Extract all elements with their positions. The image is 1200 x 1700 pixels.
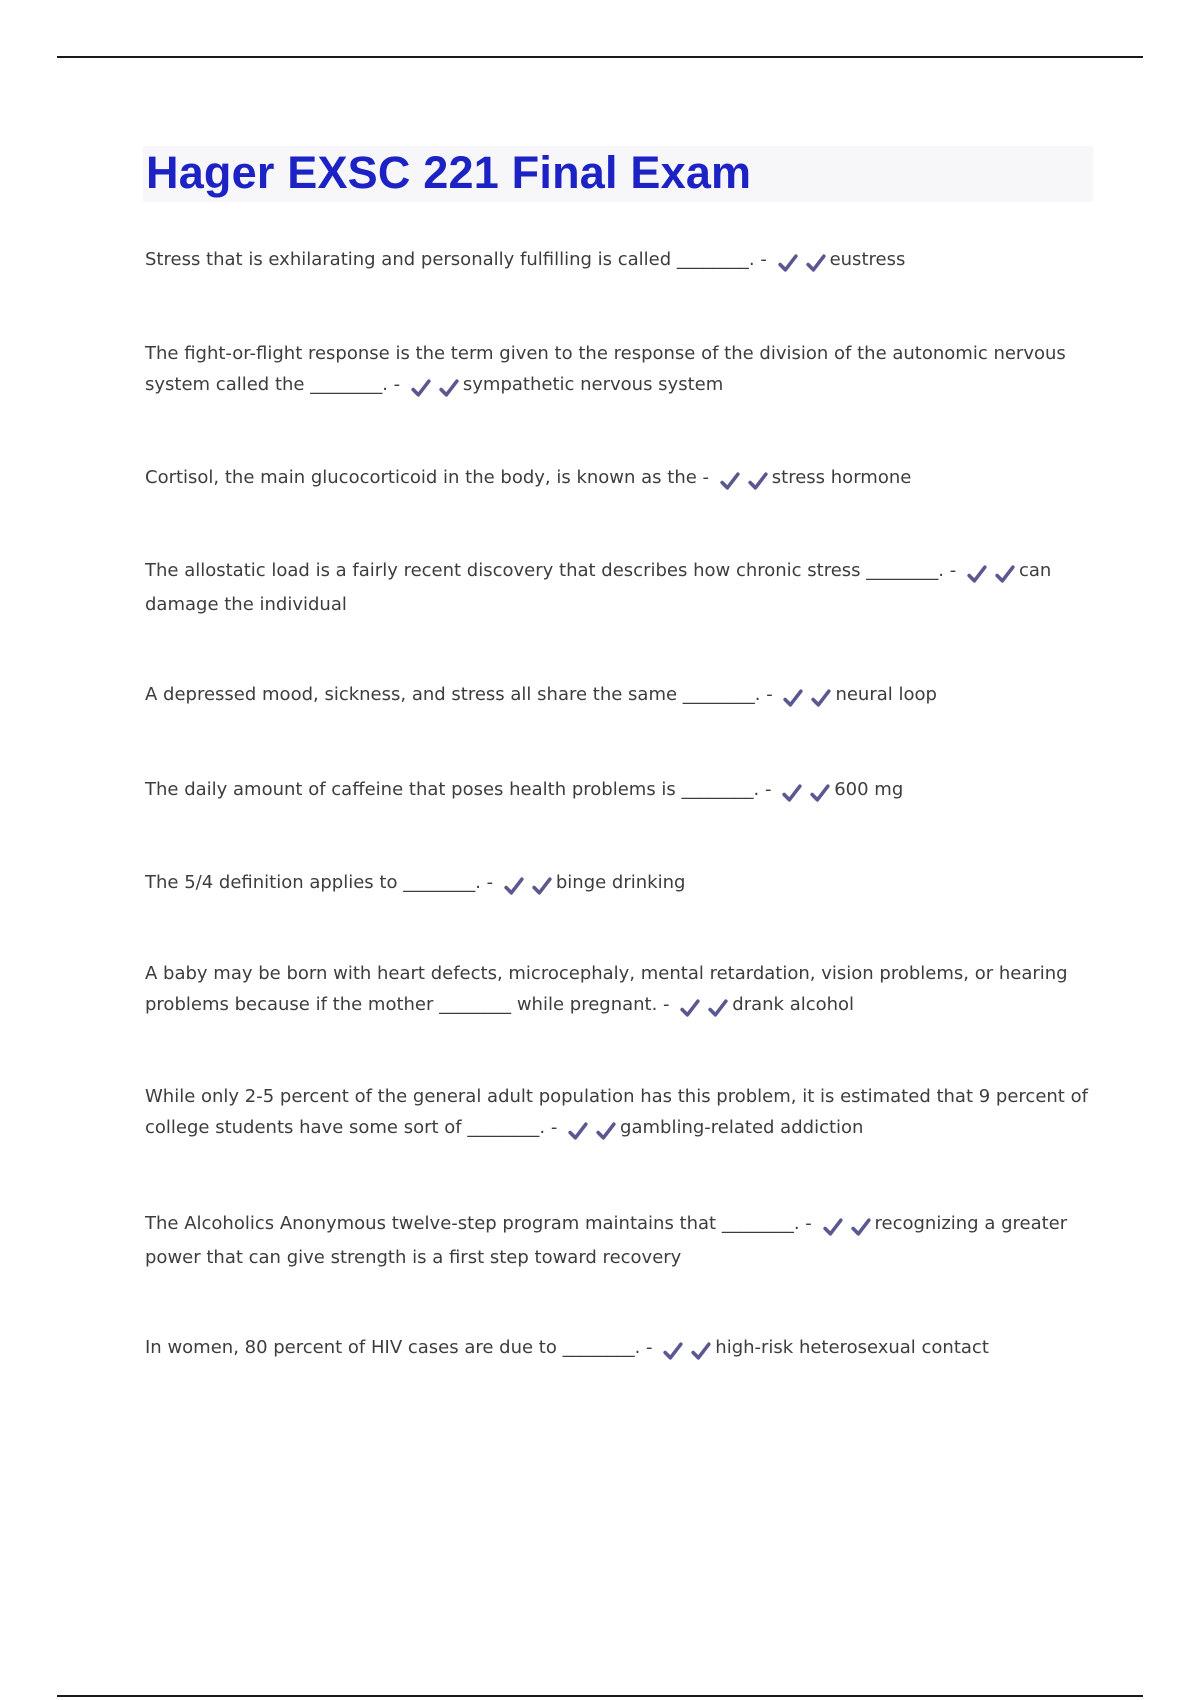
qa-item: [145, 867, 1090, 901]
answer-text: neural loop: [835, 684, 937, 705]
separator: . -: [539, 1117, 564, 1138]
separator: . -: [748, 249, 773, 270]
question-text: In women, 80 percent of HIV cases are due to ________: [145, 1337, 635, 1358]
qa-item: [145, 1332, 1090, 1366]
double-check-icon: [719, 465, 769, 496]
question-text: The daily amount of caffeine that poses health problems is ________: [145, 779, 754, 800]
page-title: Hager EXSC 221 Final Exam: [146, 147, 752, 198]
separator: . -: [754, 684, 779, 705]
separator: . -: [793, 1213, 818, 1234]
question-text: The Alcoholics Anonymous twelve-step program maintains that ________: [145, 1213, 794, 1234]
question-text: Stress that is exhilarating and personally fulfilling is called ________: [145, 249, 749, 270]
question-text: The fight-or-flight response is the term given to the response of the division of the autonomic nervous system called the ________: [145, 343, 1066, 395]
double-check-icon: [777, 247, 827, 278]
answer-text: stress hormone: [771, 467, 912, 488]
footer-rule: [57, 1695, 1143, 1697]
answer-text: gambling-related addiction: [620, 1117, 864, 1138]
qa-item: [145, 679, 1090, 713]
separator: . -: [753, 779, 778, 800]
answer-text: drank alcohol: [732, 994, 855, 1015]
question-text: The 5/4 definition applies to ________: [145, 872, 476, 893]
answer-text: binge drinking: [555, 872, 686, 893]
separator: -: [696, 467, 715, 488]
qa-item: [145, 1081, 1090, 1146]
separator: . -: [475, 872, 499, 893]
double-check-icon: [410, 372, 460, 403]
question-text: While only 2-5 percent of the general adult population has this problem, it is estimated that 9 percent of college students have some sort of ________: [145, 1086, 1088, 1138]
double-check-icon: [822, 1211, 872, 1242]
double-check-icon: [503, 870, 553, 901]
double-check-icon: [662, 1335, 712, 1366]
double-check-icon: [781, 777, 831, 808]
qa-item: [145, 958, 1090, 1023]
qa-item: [145, 555, 1090, 620]
qa-item: [145, 462, 1090, 496]
double-check-icon: [782, 682, 832, 713]
qa-item: [145, 244, 1090, 278]
answer-text: 600 mg: [834, 779, 904, 800]
question-text: A baby may be born with heart defects, microcephaly, mental retardation, vision problems, or hearing problems because if the mother ________ while pregnant: [145, 963, 1068, 1015]
separator: . -: [634, 1337, 659, 1358]
answer-text: recognizing a greater power that can give strength is a first step toward recovery: [145, 1213, 1068, 1268]
separator: . -: [938, 560, 962, 581]
question-text: The allostatic load is a fairly recent discovery that describes how chronic stress ________: [145, 560, 939, 581]
double-check-icon: [966, 558, 1016, 589]
answer-text: eustress: [829, 249, 906, 270]
separator: . -: [651, 994, 676, 1015]
double-check-icon: [567, 1115, 617, 1146]
answer-text: sympathetic nervous system: [462, 374, 724, 395]
double-check-icon: [679, 992, 729, 1023]
separator: . -: [382, 374, 406, 395]
header-rule: [57, 56, 1143, 58]
qa-item: [145, 338, 1090, 403]
qa-item: [145, 774, 1090, 808]
answer-text: can damage the individual: [145, 560, 1052, 615]
question-text: Cortisol, the main glucocorticoid in the body, is known as the: [145, 467, 697, 488]
answer-text: high-risk heterosexual contact: [715, 1337, 989, 1358]
question-text: A depressed mood, sickness, and stress all share the same ________: [145, 684, 755, 705]
qa-item: [145, 1208, 1090, 1273]
